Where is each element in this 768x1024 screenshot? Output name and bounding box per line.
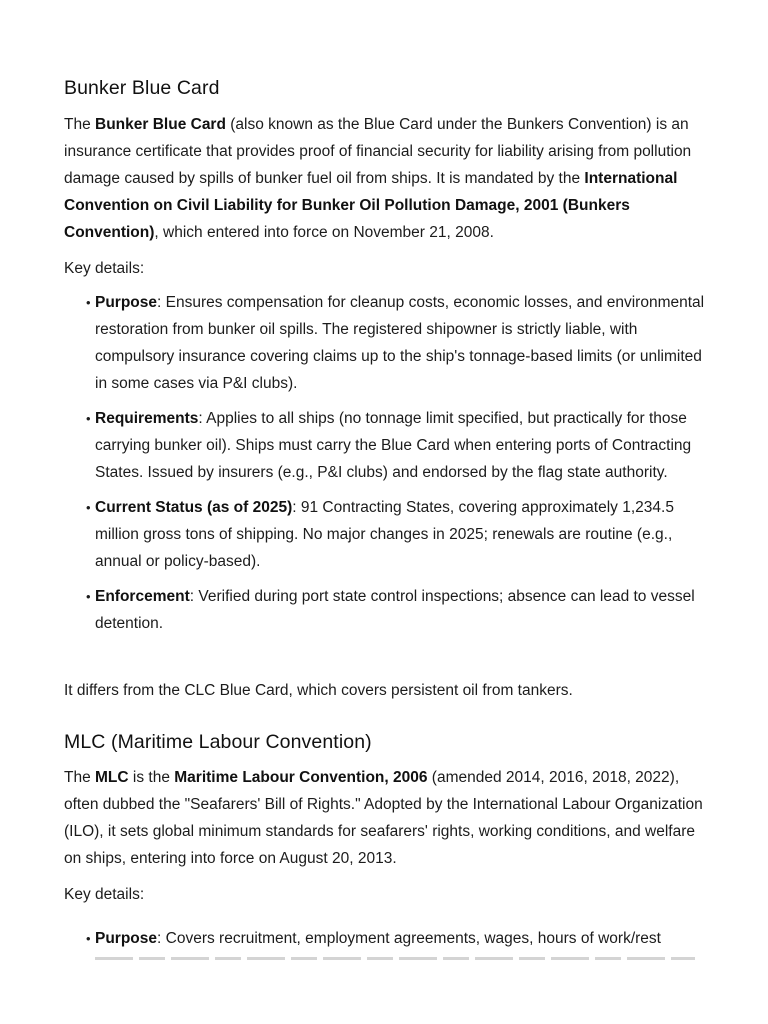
list-item: [64, 405, 709, 486]
item-term: Requirements: [95, 410, 199, 427]
item-text: : Applies to all ships (no tonnage limit specified, but practically for those carrying bunker oil). Ships must carry the Blue Card when entering ports of Contracting States. Issued by insurers (e.g., P&I clubs) and endorsed by the flag state authority.: [95, 410, 692, 481]
page-cutoff: [0, 955, 768, 1024]
section-heading-mlc: MLC (Maritime Labour Convention): [64, 731, 372, 753]
intro-text: (amended 2014, 2016, 2018, 2022), often dubbed the "Seafarers' Bill of Rights." Adopted by the International Labour Organization (ILO), it sets global minimum standards for seafarers' rights, working conditions, and welfare on ships, entering into force on August 20, 2013.: [64, 769, 703, 867]
section-heading-bunker-blue-card: Bunker Blue Card: [64, 77, 220, 99]
intro-text: (also known as the Blue Card under the Bunkers Convention) is an insurance certificate that provides proof of financial security for liability arising from pollution damage caused by spills of bunker fuel oil from ships. It is mandated by the: [64, 116, 692, 187]
list-item: [64, 583, 709, 637]
paragraph-bunker-intro: [64, 111, 709, 246]
bunker-details-list: [64, 289, 709, 637]
item-text: : Ensures compensation for cleanup costs, economic losses, and environmental restoration from bunker oil spills. The registered shipowner is strictly liable, with compulsory insurance covering claims up to the ship's tonnage-based limits (or unlimited in some cases via P&I clubs).: [95, 294, 705, 392]
item-text: : 91 Contracting States, covering approximately 1,234.5 million gross tons of shipping. No major changes in 2025; renewals are routine (e.g., annual or policy-based).: [95, 499, 674, 570]
item-term: Enforcement: [95, 588, 190, 605]
intro-bold: International Convention on Civil Liability for Bunker Oil Pollution Damage, 2001 (Bunkers Convention): [64, 170, 678, 241]
item-term: Purpose: [95, 294, 158, 311]
bullet: •: [86, 295, 91, 310]
mlc-details-list: [64, 925, 709, 952]
intro-bold: Bunker Blue Card: [95, 116, 226, 133]
intro-bold: MLC: [95, 769, 129, 786]
intro-text: , which entered into force on November 21, 2008.: [154, 224, 494, 241]
list-item: [64, 925, 709, 952]
item-term: Purpose: [95, 930, 158, 947]
list-item: [64, 494, 709, 575]
paragraph-bunker-closing: It differs from the CLC Blue Card, which covers persistent oil from tankers.: [64, 682, 573, 699]
bullet: •: [86, 411, 91, 426]
list-item: [64, 289, 709, 397]
intro-text: The: [64, 769, 96, 786]
key-details-label: Key details:: [64, 260, 145, 277]
bullet: •: [86, 589, 91, 604]
paragraph-mlc-intro: [64, 764, 709, 872]
key-details-label: Key details:: [64, 886, 145, 903]
intro-text: The: [64, 116, 96, 133]
next-line-fragment: [95, 955, 695, 961]
item-term: Current Status (as of 2025): [95, 499, 293, 516]
bullet: •: [86, 500, 91, 515]
bullet: •: [86, 931, 91, 946]
intro-bold: Maritime Labour Convention, 2006: [174, 769, 428, 786]
intro-text: is the: [128, 769, 175, 786]
item-text: : Verified during port state control inspections; absence can lead to vessel detention.: [95, 588, 695, 632]
item-text: : Covers recruitment, employment agreements, wages, hours of work/rest: [157, 930, 661, 947]
